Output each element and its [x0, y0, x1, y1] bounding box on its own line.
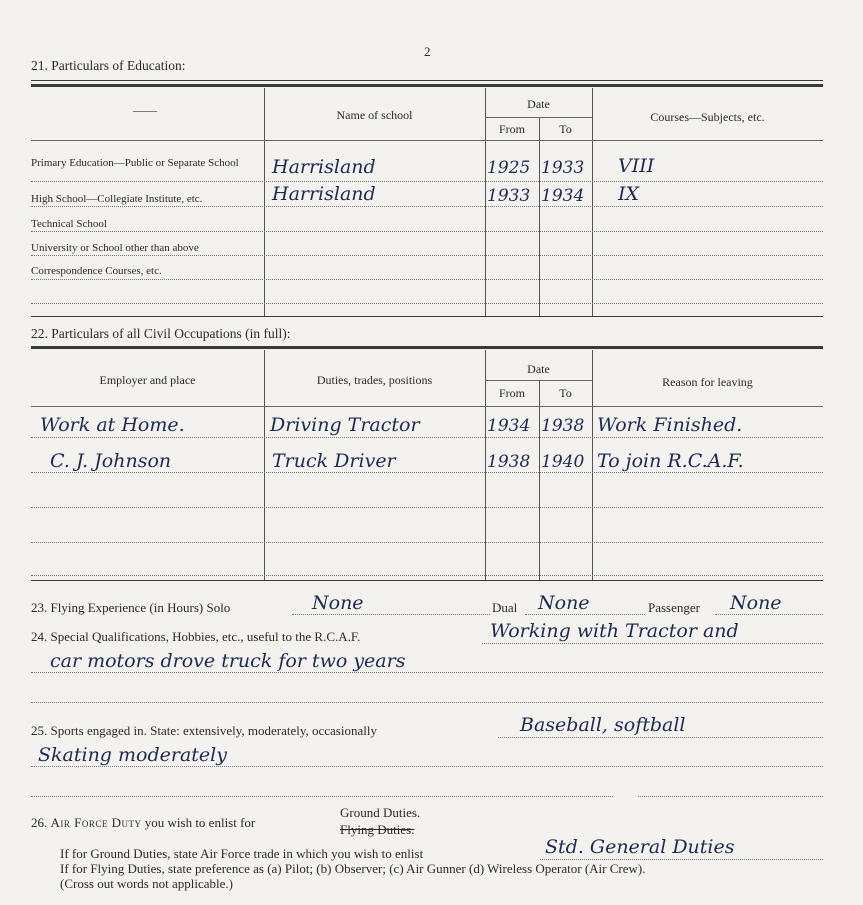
answer-line	[715, 614, 823, 615]
header-from: From	[498, 122, 525, 136]
handwritten-from: 1934	[487, 416, 531, 436]
answer-line	[525, 614, 645, 615]
header-duties: Duties, trades, positions	[316, 373, 433, 387]
handwritten-from: 1938	[487, 452, 531, 472]
handwritten-dual: None	[538, 592, 590, 614]
row-line	[31, 542, 823, 543]
option-ground: Ground Duties.	[340, 805, 421, 820]
answer-line	[540, 859, 823, 860]
handwritten-passenger: None	[730, 592, 782, 614]
education-section-title: 21. Particulars of Education:	[31, 58, 186, 73]
handwritten-courses: IX	[618, 183, 640, 205]
qualifications-label: 24. Special Qualifications, Hobbies, etc., useful to the R.C.A.F.	[31, 629, 361, 644]
row-label-high: High School—Collegiate Institute, etc.	[31, 193, 203, 205]
handwritten-duties: Truck Driver	[272, 450, 396, 472]
flying-label: 23. Flying Experience (in Hours) Solo	[31, 600, 231, 615]
row-line	[31, 206, 823, 207]
row-line	[31, 279, 823, 280]
row-line	[31, 181, 823, 182]
duty-label-rest: you wish to enlist for	[144, 815, 256, 830]
answer-line	[482, 643, 823, 644]
answer-line	[31, 796, 613, 797]
handwritten-duties: Driving Tractor	[270, 414, 420, 436]
header-courses: Courses—Subjects, etc.	[650, 110, 765, 124]
passenger-label: Passenger	[648, 600, 700, 615]
handwritten-school: Harrisland	[272, 156, 376, 178]
duty-label: Air Force Duty	[50, 815, 142, 830]
divider	[31, 316, 823, 317]
handwritten-to: 1940	[541, 452, 585, 472]
row-line	[31, 507, 823, 508]
header-reason: Reason for leaving	[662, 375, 753, 389]
handwritten-employer: Work at Home.	[40, 414, 185, 436]
handwritten-employer: C. J. Johnson	[50, 450, 172, 472]
handwritten-solo: None	[312, 592, 364, 614]
answer-line	[31, 702, 823, 703]
duty-line	[31, 815, 255, 831]
table-column-line	[539, 381, 540, 580]
row-line	[31, 255, 823, 256]
header-date: Date	[527, 97, 550, 111]
handwritten-from: 1925	[487, 158, 531, 178]
handwritten-reason: To join R.C.A.F.	[597, 450, 744, 472]
header-to: To	[559, 386, 572, 400]
row-label-correspondence: Correspondence Courses, etc.	[31, 265, 162, 277]
row-label-technical: Technical School	[31, 218, 107, 230]
handwritten-trade: Std. General Duties	[545, 836, 735, 858]
option-flying: Flying Duties.	[340, 822, 415, 837]
row-line	[31, 303, 823, 304]
row-line	[31, 231, 823, 232]
header-school: Name of school	[336, 108, 413, 122]
handwritten-to: 1934	[541, 186, 585, 206]
header-to: To	[559, 122, 572, 136]
answer-line	[31, 766, 823, 767]
ground-duties-text: If for Ground Duties, state Air Force trade in which you wish to enlist	[60, 846, 424, 861]
page-number: 2	[424, 44, 431, 59]
row-line	[31, 472, 823, 473]
row-label-university: University or School other than above	[31, 242, 199, 254]
dual-label: Dual	[492, 600, 518, 615]
handwritten-qualifications-2: car motors drove truck for two years	[50, 650, 406, 672]
divider	[31, 346, 823, 349]
header-date: Date	[527, 362, 550, 376]
handwritten-courses: VIII	[618, 155, 655, 177]
answer-line	[292, 614, 490, 615]
handwritten-qualifications-1: Working with Tractor and	[490, 620, 739, 642]
divider	[31, 80, 823, 81]
occupations-section-title: 22. Particulars of all Civil Occupations (in full):	[31, 326, 291, 341]
handwritten-sports-1: Baseball, softball	[520, 714, 686, 736]
table-rule	[31, 140, 823, 141]
handwritten-school: Harrisland	[272, 183, 376, 205]
handwritten-reason: Work Finished.	[597, 414, 743, 436]
row-line	[31, 575, 823, 576]
divider	[31, 580, 823, 581]
flying-duties-text: If for Flying Duties, state preference as (a) Pilot; (b) Observer; (c) Air Gunner (d) Wireless Operator (Air Crew).	[60, 861, 646, 876]
header-from: From	[498, 386, 525, 400]
answer-line	[638, 796, 823, 797]
cross-out-note: (Cross out words not applicable.)	[60, 876, 233, 891]
table-rule	[485, 117, 592, 118]
row-line	[31, 437, 823, 438]
answer-line	[31, 672, 823, 673]
table-column-line	[485, 350, 486, 580]
table-rule	[485, 380, 592, 381]
table-column-line	[539, 118, 540, 316]
table-rule	[31, 406, 823, 407]
handwritten-to: 1938	[541, 416, 585, 436]
sports-label: 25. Sports engaged in. State: extensively, moderately, occasionally	[31, 723, 377, 738]
handwritten-from: 1933	[487, 186, 531, 206]
divider	[31, 84, 823, 87]
answer-line	[498, 737, 823, 738]
row-label-primary	[31, 157, 263, 169]
handwritten-sports-2: Skating moderately	[38, 744, 227, 766]
header-dash: ——	[133, 103, 157, 117]
header-employer: Employer and place	[99, 373, 196, 387]
handwritten-to: 1933	[541, 158, 585, 178]
duty-number: 26.	[31, 815, 48, 830]
row-label-text: Primary Education—Public or Separate School	[31, 157, 239, 169]
